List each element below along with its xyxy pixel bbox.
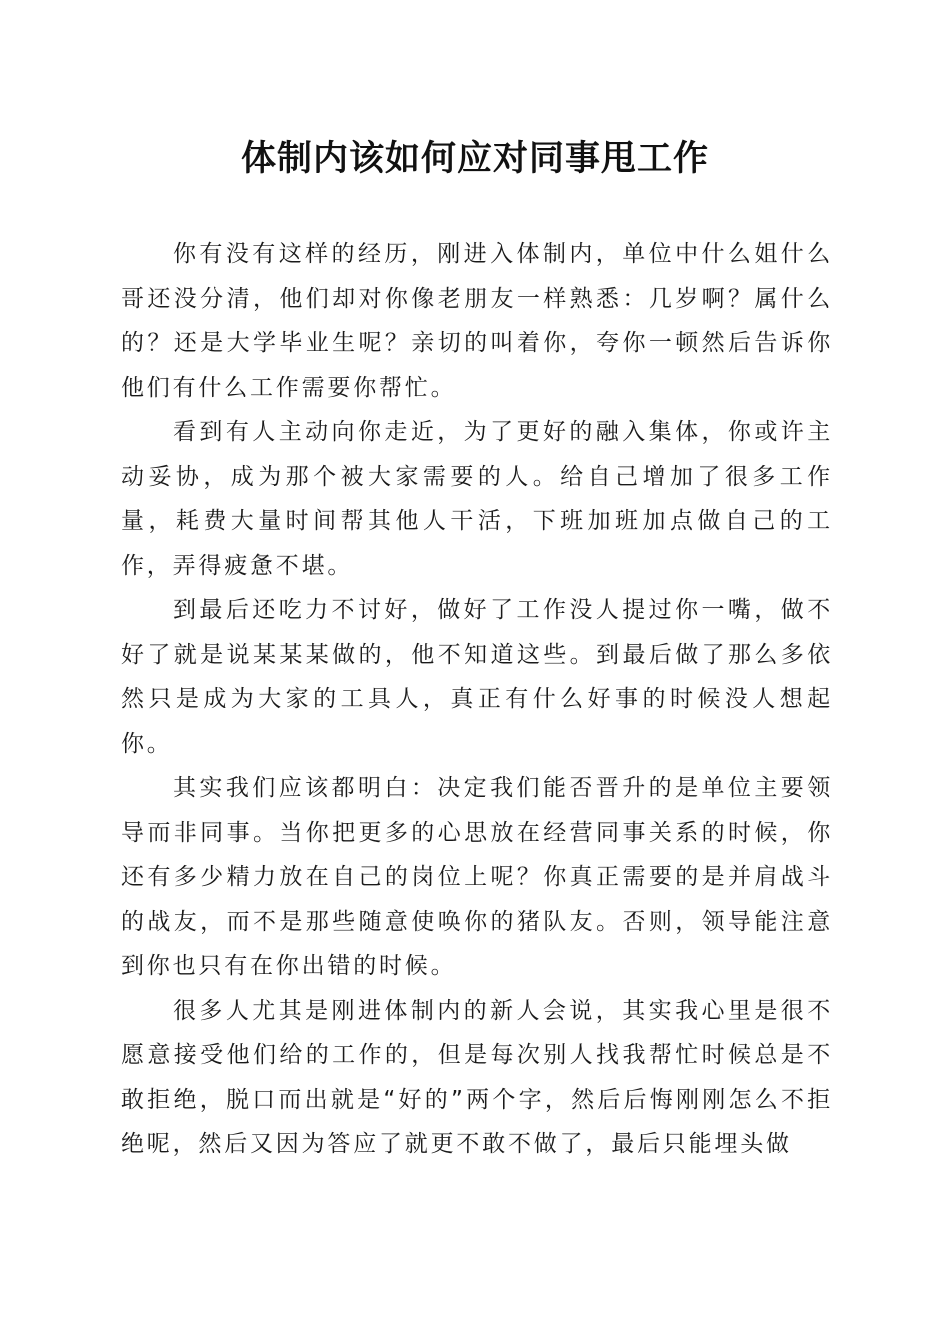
paragraph: 你有没有这样的经历，刚进入体制内，单位中什么姐什么哥还没分清，他们却对你像老朋友一样熟悉：几岁啊？属什么的？还是大学毕业生呢？亲切的叫着你，夸你一顿然后告诉你他们有什么工作需要你帮忙。 <box>121 241 833 401</box>
paragraph: 很多人尤其是刚进体制内的新人会说，其实我心里是很不愿意接受他们给的工作的，但是每次别人找我帮忙时候总是不敢拒绝，脱口而出就是“好的”两个字，然后后悔刚刚怎么不拒绝呢，然后又因为答应了就更不敢不做了，最后只能埋头做 <box>121 997 833 1157</box>
document-title: 体制内该如何应对同事甩工作 <box>240 138 709 179</box>
paragraph: 到最后还吃力不讨好，做好了工作没人提过你一嘴，做不好了就是说某某某做的，他不知道这些。到最后做了那么多依然只是成为大家的工具人，真正有什么好事的时候没人想起你。 <box>121 597 833 757</box>
paragraph: 其实我们应该都明白：决定我们能否晋升的是单位主要领导而非同事。当你把更多的心思放在经营同事关系的时候，你还有多少精力放在自己的岗位上呢？你真正需要的是并肩战斗的战友，而不是那些随意使唤你的猪队友。否则，领导能注意到你也只有在你出错的时候。 <box>121 775 833 979</box>
document-body <box>121 232 833 1167</box>
paragraph: 看到有人主动向你走近，为了更好的融入集体，你或许主动妥协，成为那个被大家需要的人。给自己增加了很多工作量，耗费大量时间帮其他人干活，下班加班加点做自己的工作，弄得疲惫不堪。 <box>121 419 833 579</box>
